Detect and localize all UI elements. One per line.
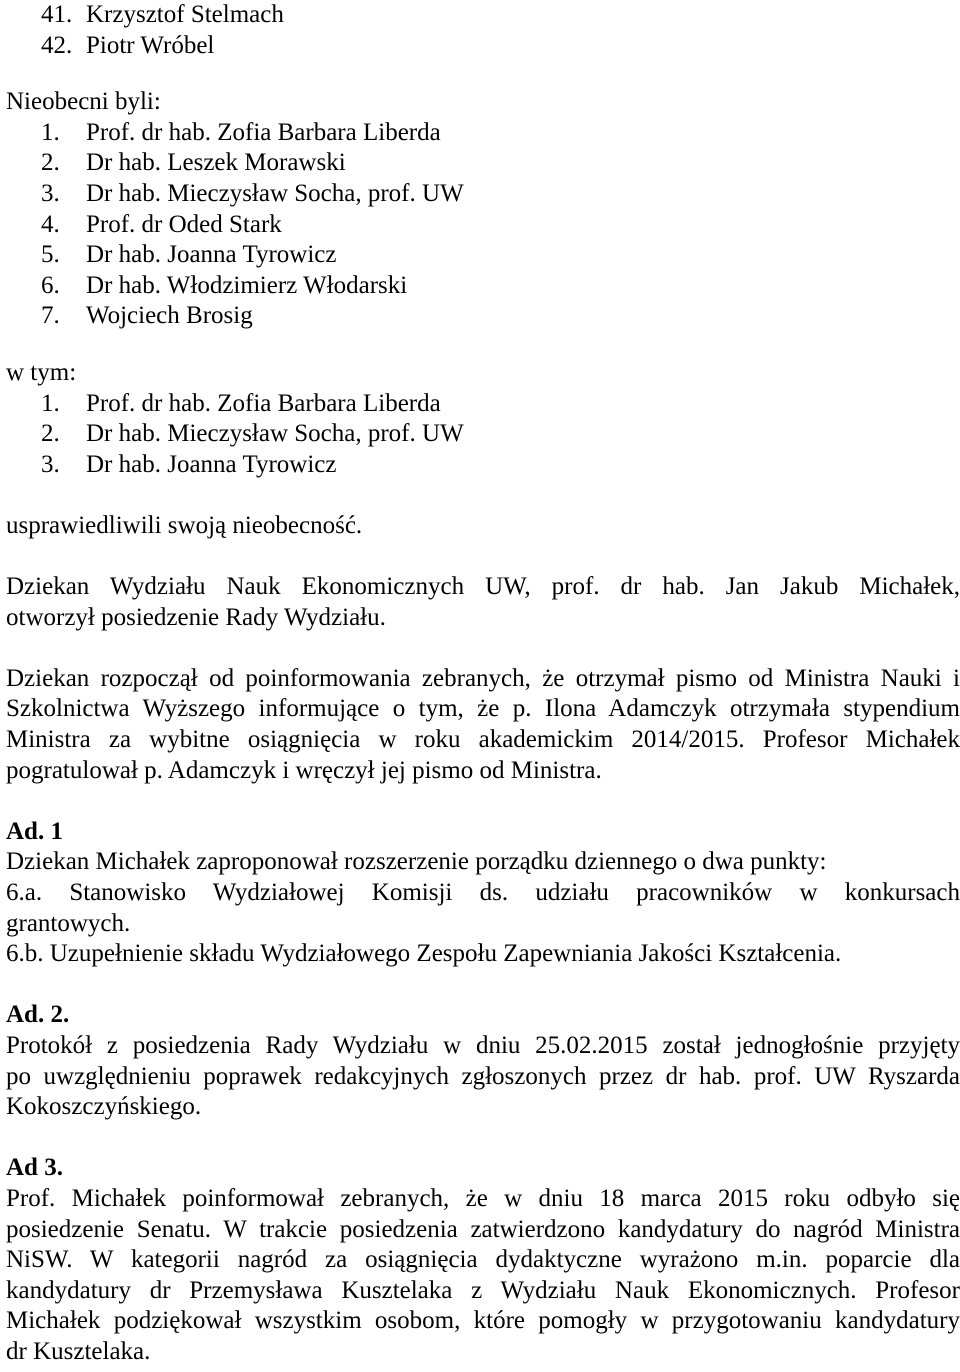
list-item bbox=[6, 118, 960, 149]
list-item bbox=[6, 301, 960, 332]
ad3-line-5: Michałek podziękował wszystkim osobom, które pomogły w przygotowaniu kandydatury bbox=[6, 1307, 960, 1335]
list-text: Dr hab. Mieczysław Socha, prof. UW bbox=[86, 179, 464, 207]
list-number: 1. bbox=[41, 118, 60, 146]
list-text: Piotr Wróbel bbox=[86, 31, 215, 59]
ad3-line-4: kandydatury dr Przemysława Kusztelaka z Wydziału Nauk Ekonomicznych. Profesor bbox=[6, 1276, 960, 1304]
ad1-line-3: grantowych. bbox=[6, 909, 131, 937]
ad2-line-1: Protokół z posiedzenia Rady Wydziału w dniu 25.02.2015 został jednogłośnie przyjęty bbox=[6, 1032, 960, 1059]
list-item bbox=[6, 389, 960, 420]
attendee-list-continued bbox=[6, 0, 960, 61]
ad1-heading: Ad. 1 bbox=[6, 817, 63, 845]
list-item bbox=[6, 450, 960, 481]
ad3-line-2: posiedzenie Senatu. W trakcie posiedzenia zatwierdzono kandydatury do nagród Ministra bbox=[6, 1215, 960, 1243]
list-number: 3. bbox=[41, 179, 60, 207]
document-page bbox=[6, 0, 960, 1368]
list-number: 41. bbox=[41, 1, 73, 28]
list-number: 2. bbox=[41, 149, 60, 177]
ad1-line-2: 6.a. Stanowisko Wydziałowej Komisji ds. udziału pracowników w konkursach bbox=[6, 879, 960, 907]
list-number: 42. bbox=[41, 31, 73, 59]
opening-line-2: otworzył posiedzenie Rady Wydziału. bbox=[6, 603, 386, 631]
absent-list bbox=[6, 118, 960, 332]
intro-line-3: Ministra za wybitne osiągnięcia w roku akademickim 2014/2015. Profesor Michałek bbox=[6, 726, 960, 754]
list-item bbox=[6, 0, 960, 31]
list-item bbox=[6, 148, 960, 179]
list-text: Prof. dr Oded Stark bbox=[86, 210, 282, 238]
ad3-heading: Ad 3. bbox=[6, 1154, 63, 1182]
list-number: 3. bbox=[41, 450, 60, 478]
list-text: Dr hab. Joanna Tyrowicz bbox=[86, 450, 337, 478]
excused-list bbox=[6, 389, 960, 481]
absent-heading: Nieobecni byli: bbox=[6, 88, 161, 116]
list-item bbox=[6, 179, 960, 210]
list-text: Dr hab. Leszek Morawski bbox=[86, 149, 346, 177]
list-text: Dr hab. Włodzimierz Włodarski bbox=[86, 271, 408, 299]
ad3-line-3: NiSW. W kategorii nagród za osiągnięcia dydaktyczne wyrażono m.in. poparcie dla bbox=[6, 1246, 960, 1274]
intro-line-1: Dziekan rozpoczął od poinformowania zebranych, że otrzymał pismo od Ministra Nauki i bbox=[6, 664, 960, 692]
intro-line-4: pogratulował p. Adamczyk i wręczył jej pismo od Ministra. bbox=[6, 756, 602, 784]
list-text: Krzysztof Stelmach bbox=[86, 1, 284, 28]
opening-line-1: Dziekan Wydziału Nauk Ekonomicznych UW, prof. dr hab. Jan Jakub Michałek, bbox=[6, 573, 960, 601]
excused-heading: w tym: bbox=[6, 358, 77, 386]
list-item bbox=[6, 271, 960, 302]
ad2-heading: Ad. 2. bbox=[6, 1001, 70, 1029]
list-text: Dr hab. Joanna Tyrowicz bbox=[86, 241, 337, 269]
list-item bbox=[6, 210, 960, 241]
ad3-line-1: Prof. Michałek poinformował zebranych, że w dniu 18 marca 2015 roku odbyło się bbox=[6, 1184, 960, 1212]
list-number: 6. bbox=[41, 271, 60, 299]
list-item bbox=[6, 31, 960, 62]
excused-note: usprawiedliwili swoją nieobecność. bbox=[6, 511, 363, 539]
list-item bbox=[6, 240, 960, 271]
list-text: Dr hab. Mieczysław Socha, prof. UW bbox=[86, 420, 464, 448]
list-number: 5. bbox=[41, 241, 60, 269]
list-text: Wojciech Brosig bbox=[86, 302, 253, 330]
ad1-line-1: Dziekan Michałek zaproponował rozszerzenie porządku dziennego o dwa punkty: bbox=[6, 848, 827, 876]
list-number: 7. bbox=[41, 302, 60, 330]
list-item bbox=[6, 419, 960, 450]
list-text: Prof. dr hab. Zofia Barbara Liberda bbox=[86, 118, 441, 146]
ad1-line-4: 6.b. Uzupełnienie składu Wydziałowego Zespołu Zapewniania Jakości Kształcenia. bbox=[6, 940, 842, 968]
list-number: 4. bbox=[41, 210, 60, 238]
ad3-line-6: dr Kusztelaka. bbox=[6, 1337, 151, 1365]
list-number: 1. bbox=[41, 389, 60, 417]
ad2-line-3: Kokoszczyńskiego. bbox=[6, 1093, 202, 1121]
list-text: Prof. dr hab. Zofia Barbara Liberda bbox=[86, 389, 441, 417]
intro-line-2: Szkolnictwa Wyższego informujące o tym, że p. Ilona Adamczyk otrzymała stypendium bbox=[6, 695, 960, 723]
list-number: 2. bbox=[41, 420, 60, 448]
ad2-line-2: po uwzględnieniu poprawek redakcyjnych zgłoszonych przez dr hab. prof. UW Ryszarda bbox=[6, 1062, 960, 1090]
